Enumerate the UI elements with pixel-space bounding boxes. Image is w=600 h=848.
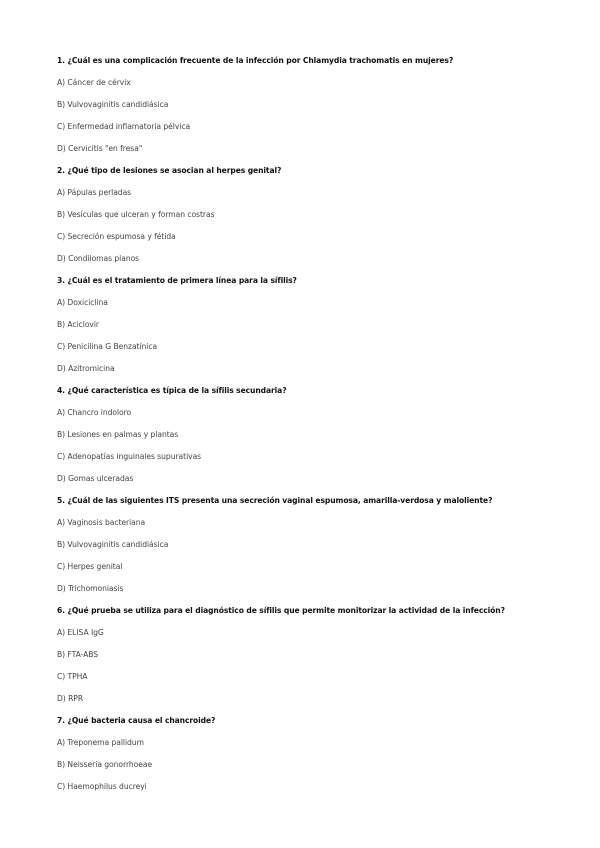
option-d: D) Trichomoniasis: [57, 584, 124, 593]
question-title: 6. ¿Qué prueba se utiliza para el diagnóstico de sífilis que permite monitorizar la actividad de la infección?: [57, 606, 505, 615]
option-b: B) Lesiones en palmas y plantas: [57, 430, 179, 439]
option-c: C) Penicilina G Benzatínica: [57, 342, 158, 351]
option-d: D) Condilomas planos: [57, 254, 140, 263]
option-c: C) Enfermedad inflamatoria pélvica: [57, 122, 191, 131]
option-a: A) Cáncer de cérvix: [57, 78, 131, 87]
option-c: C) Adenopatías inguinales supurativas: [57, 452, 202, 461]
option-d: D) Azitromicina: [57, 364, 115, 373]
question-title: 4. ¿Qué característica es típica de la sífilis secundaria?: [57, 386, 287, 395]
option-c: C) TPHA: [57, 672, 88, 681]
option-d: D) Cervicitis "en fresa": [57, 144, 143, 153]
option-b: B) Vulvovaginitis candidiásica: [57, 100, 169, 109]
question-2: [57, 165, 557, 275]
option-a: A) ELISA IgG: [57, 628, 104, 637]
option-b: B) Neisseria gonorrhoeae: [57, 760, 153, 769]
question-5: [57, 495, 557, 605]
question-4: [57, 385, 557, 495]
option-b: B) FTA-ABS: [57, 650, 99, 659]
option-a: A) Chancro indoloro: [57, 408, 132, 417]
option-c: C) Secreción espumosa y fétida: [57, 232, 176, 241]
option-d: D) RPR: [57, 694, 84, 703]
option-a: A) Vaginosis bacteriana: [57, 518, 146, 527]
option-b: B) Vesículas que ulceran y forman costras: [57, 210, 215, 219]
option-a: A) Treponema pallidum: [57, 738, 144, 747]
option-c: C) Haemophilus ducreyi: [57, 782, 147, 791]
question-title: 7. ¿Qué bacteria causa el chancroide?: [57, 716, 216, 725]
question-6: [57, 605, 557, 715]
question-title: 5. ¿Cuál de las siguientes ITS presenta una secreción vaginal espumosa, amarilla-verdosa y maloliente?: [57, 496, 493, 505]
question-title: 3. ¿Cuál es el tratamiento de primera línea para la sífilis?: [57, 276, 297, 285]
question-title: 2. ¿Qué tipo de lesiones se asocian al herpes genital?: [57, 166, 282, 175]
question-1: [57, 55, 557, 165]
option-b: B) Aciclovir: [57, 320, 99, 329]
question-title: 1. ¿Cuál es una complicación frecuente de la infección por Chlamydia trachomatis en mujeres?: [57, 56, 454, 65]
option-a: A) Doxiciclina: [57, 298, 108, 307]
quiz-document: [57, 55, 557, 803]
question-3: [57, 275, 557, 385]
option-b: B) Vulvovaginitis candidiásica: [57, 540, 169, 549]
question-7: [57, 715, 557, 803]
option-a: A) Pápulas perladas: [57, 188, 132, 197]
option-c: C) Herpes genital: [57, 562, 123, 571]
option-d: D) Gomas ulceradas: [57, 474, 134, 483]
